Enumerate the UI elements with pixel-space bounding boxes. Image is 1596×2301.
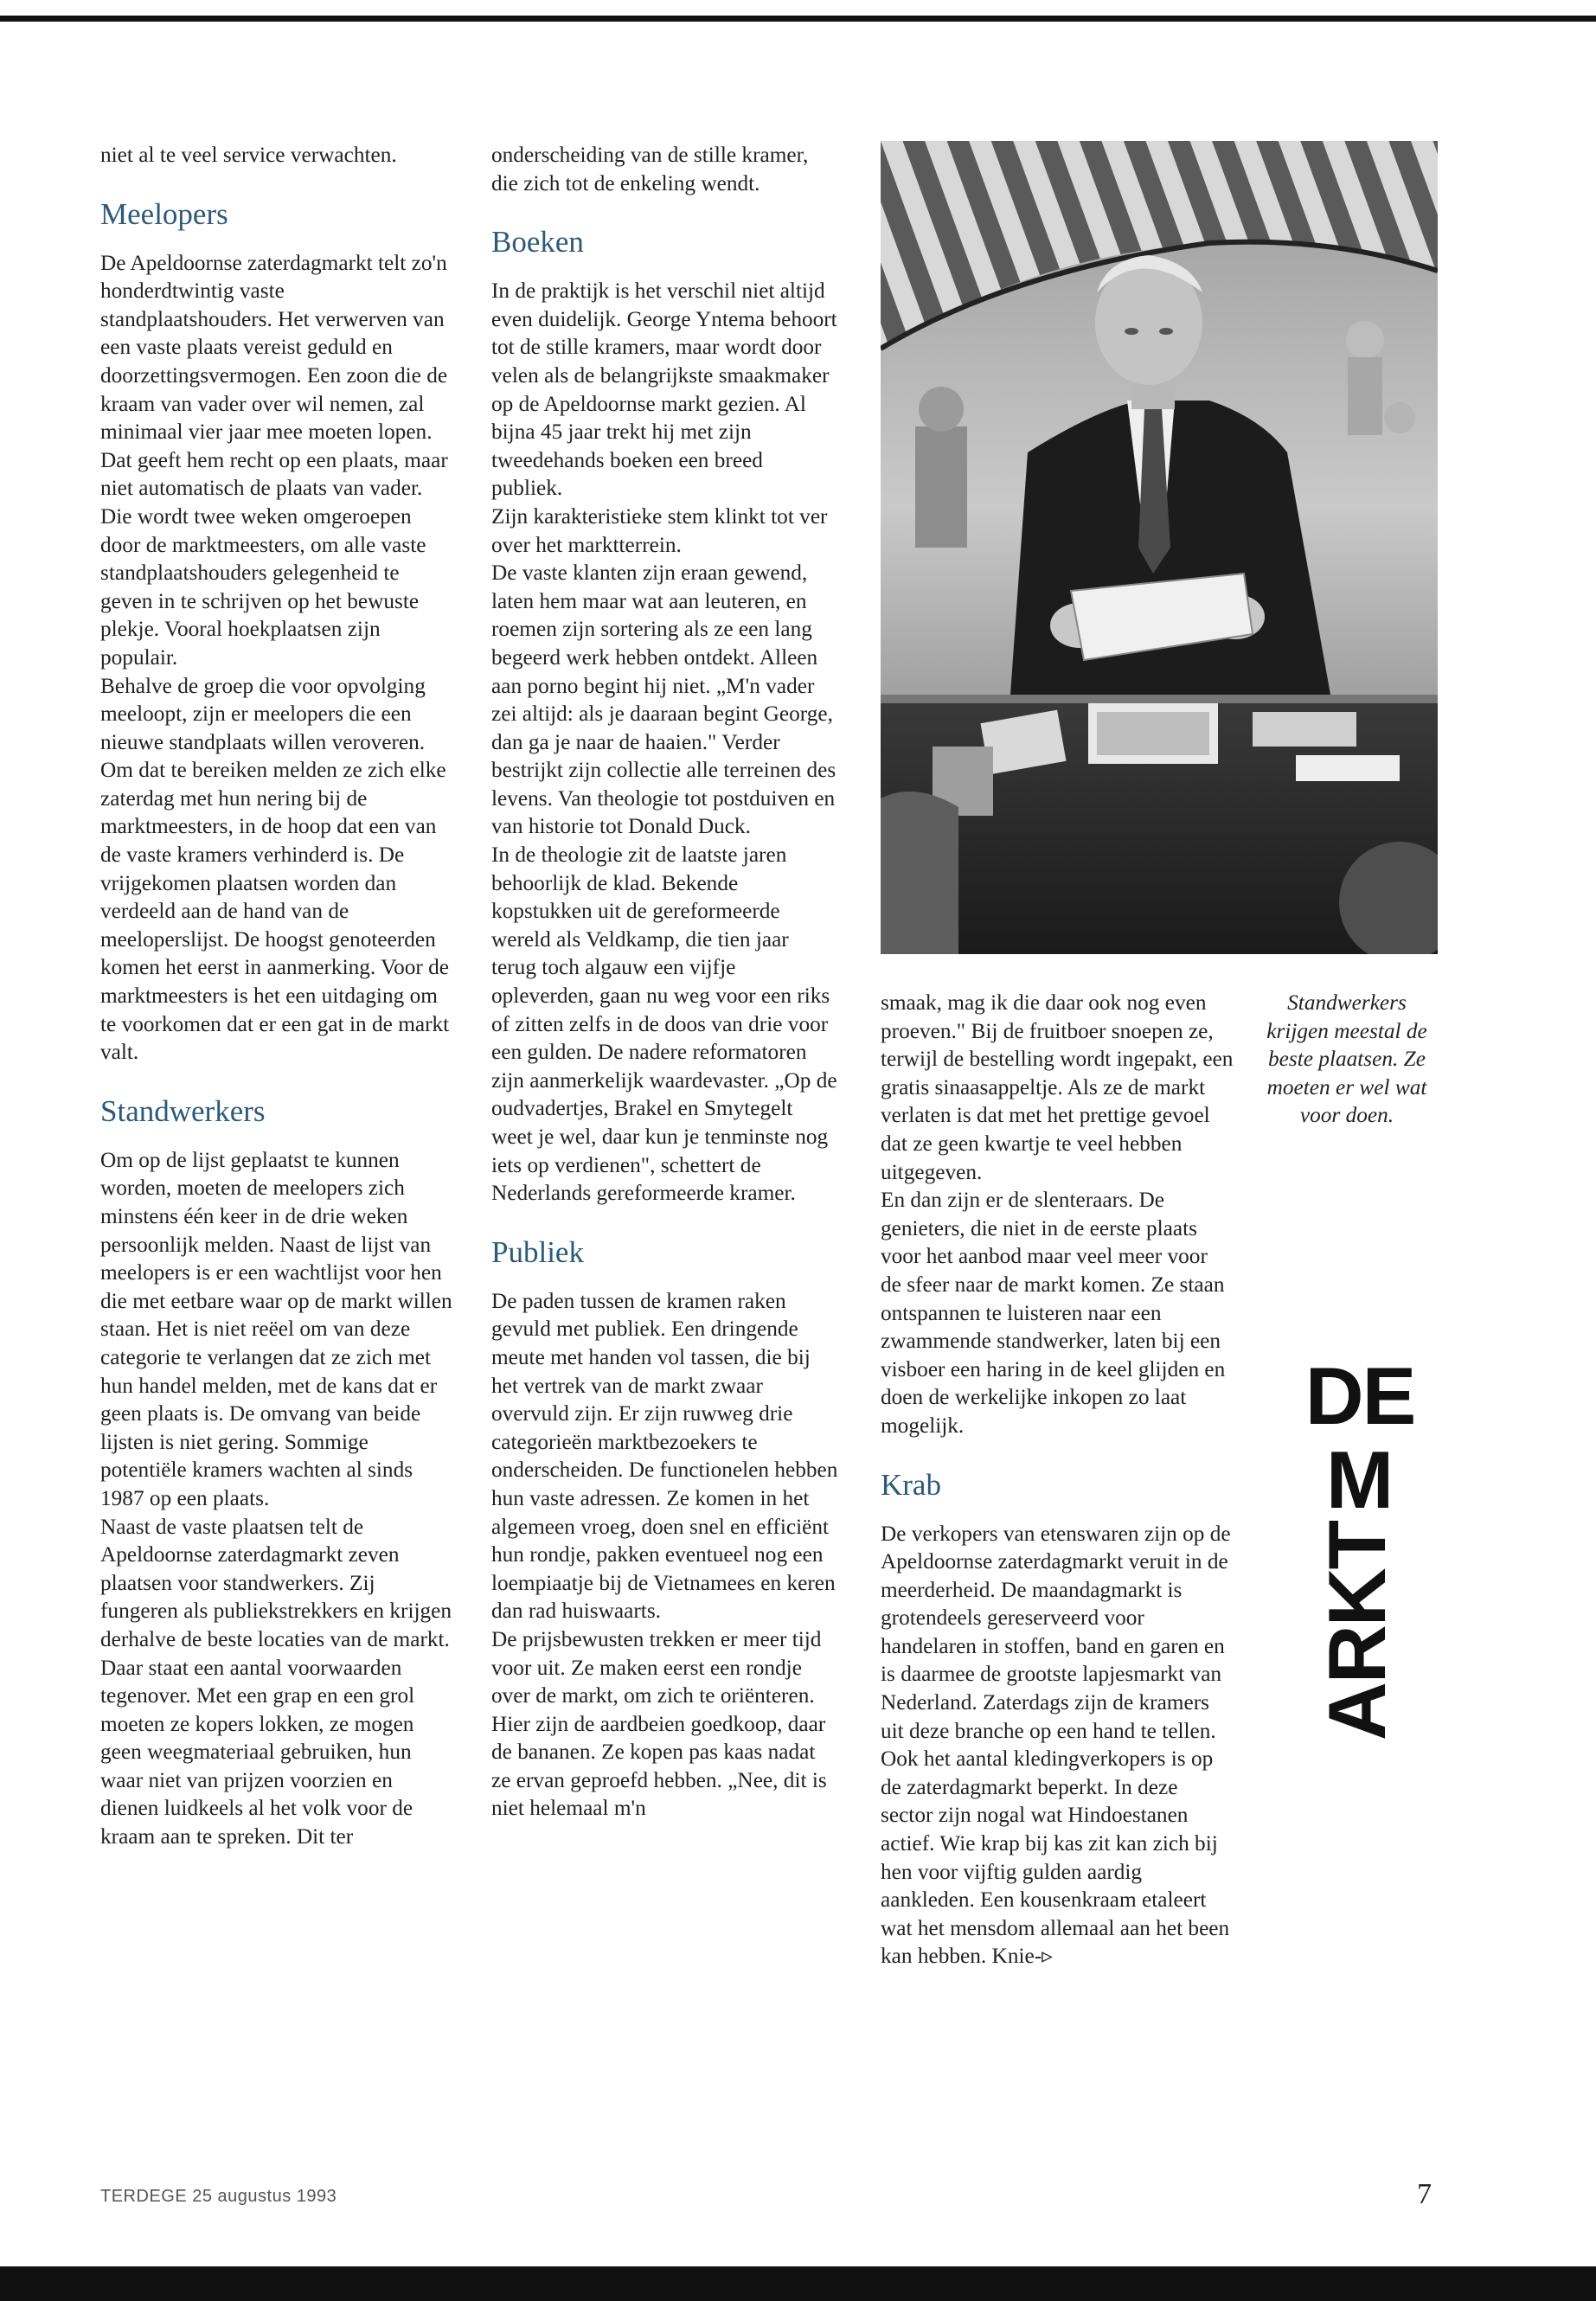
article-column-2 [491,141,839,1823]
paragraph: Naast de vaste plaatsen telt de Apeldoornse zaterdagmarkt zeven plaatsen voor standwerkers. Zij fungeren als publiekstrekkers en krijgen derhalve de beste locaties van de markt. Daar staat een aantal voorwaarden tegenover. Met een grap en een grol moeten ze kopers lokken, ze mogen geen weegmateriaal gebruiken, hun waar niet van prijzen voorzien en dienen luidkeels al het volk voor de kraam aan te spreken. Dit ter [100,1514,452,1849]
paragraph: Zijn karakteristieke stem klinkt tot ver over het marktterrein. [491,503,828,557]
paragraph: Om op de lijst geplaatst te kunnen worden, moeten de meelopers zich minstens één keer in de drie weken persoonlijk melden. Naast de lijst van meelopers is er een wachtlijst voor hen die met eetbare waar op de markt willen staan. Het is niet reëel om van deze categorie te verlangen dat ze zich met hun handel melden, met de kans dat er geen plaats is. De omvang van beide lijsten is niet gering. Sommige potentiële kramers wachten al sinds 1987 op een plaats. [100,1147,452,1510]
section-title-de: DE [1304,1350,1415,1441]
footer-publication: TERDEGE 25 augustus 1993 [100,2187,337,2206]
heading-meelopers: Meelopers [100,196,228,231]
heading-standwerkers: Standwerkers [100,1093,266,1128]
page-number: 7 [1417,2178,1432,2210]
article-column-3 [881,989,1234,1971]
paragraph: De Apeldoornse zaterdagmarkt telt zo'n honderdtwintig vaste standplaatshouders. Het verwerven van een vaste plaats vereist geduld en doorzettingsvermogen. Een zoon die de kraam van vader over wil nemen, zal minimaal vier jaar mee moeten lopen. Dat geeft hem recht op een plaats, maar niet automatisch de plaats van vader. Die wordt twee weken omgeroepen door de marktmeesters, om alle vaste standplaatshouders gelegenheid te geven in te schrijven op het bewuste plekje. Vooral hoekplaatsen zijn populair. [100,250,448,670]
paragraph: In de theologie zit de laatste jaren behoorlijk de klad. Bekende kopstukken uit de gereformeerde wereld als Veldkamp, die tien jaar terug toch algauw een vijfje opleverden, gaan nu weg voor een riks of zitten zelfs in de doos van drie voor een gulden. De nadere reformatoren zijn aanmerkelijk waardevaster. „Op de oudvadertjes, Brakel en Smytegelt weet je wel, daar kun je tenminste nog iets op verdienen", schettert de Nederlands gereformeerde kramer. [491,843,837,1206]
section-title-m: M [1325,1434,1394,1525]
heading-boeken: Boeken [491,225,584,260]
paragraph: En dan zijn er de slenteraars. De genieters, die niet in de eerste plaats voor het aanbod maar veel meer voor de sfeer naar de markt komen. Ze staan ontspannen te luisteren naar een zwammende standwerker, laten bij een visboer een haring in de keel glijden en doen de werkelijke inkopen zo laat mogelijk. [881,1188,1226,1438]
column1-intro: niet al te veel service verwachten. [100,143,397,167]
paragraph: Ook het aantal kledingverkopers is op de zaterdagmarkt beperkt. In deze sector zijn nogal wat Hindoestanen actief. Wie krap bij kas zit kan zich bij hen voor vijftig gulden aardig aankleden. Een kousenkraam etaleert wat het mensdom allemaal aan het been kan hebben. Knie-▹ [881,1747,1230,1969]
paragraph: smaak, mag ik die daar ook nog even proeven." Bij de fruitboer snoepen ze, terwijl de bestelling wordt ingepakt, een gratis sinaasappeltje. Als ze de markt verlaten is dat met het prettige gevoel dat ze geen kwartje te veel hebben uitgegeven. [881,990,1234,1184]
bottom-rule [0,2266,1596,2301]
section-title [1286,1350,1433,1741]
photo-caption: Standwerkers krijgen meestal de beste plaatsen. Ze moeten er wel wat voor doen. [1266,990,1427,1127]
column2-intro: onderscheiding van de stille kramer, die zich tot de enkeling wendt. [491,143,809,195]
paragraph: De verkopers van etenswaren zijn op de Apeldoornse zaterdagmarkt veruit in de meerderheid. De maandagmarkt is grotendeels gereserveerd voor handelaren in stoffen, band en garen en is daarmee de grootste lapjesmarkt van Nederland. Zaterdags zijn de kramers uit deze branche op een hand te tellen. [881,1521,1231,1743]
paragraph: De prijsbewusten trekken er meer tijd voor uit. Ze maken eerst een rondje over de markt, om zich te oriënteren. Hier zijn de aardbeien goedkoop, daar de bananen. Ze kopen pas kaas nadat ze ervan geproefd hebben. „Nee, dit is niet helemaal m'n [491,1626,827,1821]
section-title-arkt: ARKT [1311,1522,1402,1741]
paragraph: Behalve de groep die voor opvolging meeloopt, zijn er meelopers die een nieuwe standplaats willen veroveren. Om dat te bereiken melden ze zich elke zaterdag met hun nering bij de marktmeesters, in de hoop dat een van de vaste kramers verhinderd is. De vrijgekomen plaatsen worden dan verdeeld aan de hand van de meeloperslijst. De hoogst genoteerden komen het eerst in aanmerking. Voor de marktmeesters is het een uitdaging om te voorkomen dat er een gat in de markt valt. [100,673,450,1065]
heading-krab: Krab [881,1467,941,1502]
paragraph: De paden tussen de kramen raken gevuld met publiek. Een dringende meute met handen vol tassen, die bij het vertrek van de markt zwaar overvuld zijn. Er zijn ruwweg drie categorieën marktbezoekers te onderscheiden. De functionelen hebben hun vaste adressen. Ze komen in het algemeen vroeg, doen snel en efficiënt hun rondje, pakken eventueel nog een loempiaatje bij de Vietnamees en keren dan rad huiswaarts. [491,1288,838,1624]
market-vendor-photo [881,141,1438,954]
heading-publiek: Publiek [491,1234,584,1269]
paragraph: In de praktijk is het verschil niet altijd even duidelijk. George Yntema behoort tot de stille kramers, maar wordt door velen als de belangrijkste smaakmaker op de Apeldoornse markt gezien. Al bijna 45 jaar trekt hij met zijn tweedehands boeken een breed publiek. [491,279,837,501]
top-rule [0,16,1596,22]
paragraph: De vaste klanten zijn eraan gewend, laten hem maar wat aan leuteren, en roemen zijn sortering als ze een lang begeerd werk hebben ontdekt. Alleen aan porno begint hij niet. „M'n vader zei altijd: als je daaraan begint George, dan ga je naar de haaien." Verder bestrijkt zijn collectie alle terreinen des levens. Van theologie tot postduiven en van historie tot Donald Duck. [491,561,836,839]
article-column-1 [100,141,453,1851]
